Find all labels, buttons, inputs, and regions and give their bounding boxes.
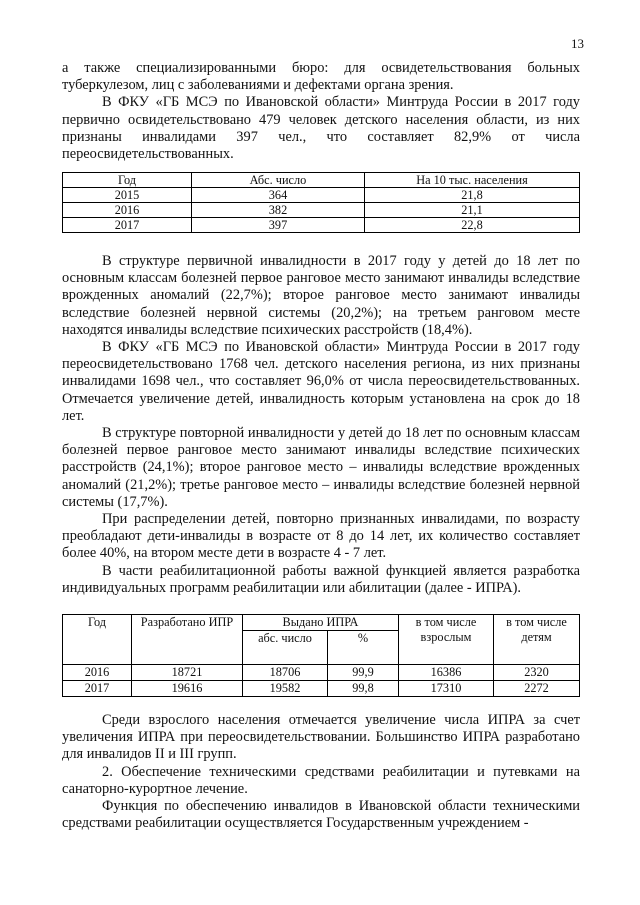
page-number: 13 [571,36,584,51]
paragraph: В части реабилитационной работы важной функцией является разработка индивидуальных программ реабилитации или абилитации (далее - ИПРА). [62,562,580,596]
table-cell: 382 [192,203,365,218]
table-cell: 99,8 [328,681,399,697]
column-header: На 10 тыс. населения [365,173,580,188]
table-cell: 18721 [132,665,243,681]
paragraph: В структуре повторной инвалидности у детей до 18 лет по основным классам болезней первое ранговое место занимают инвалиды вследствие психических расстройств (24,1%); второе ранговое место – инвалиды вследствие врожденных аномалий (21,2%); третье ранговое место – инвалиды вследствие болезней нервной системы (17,7%). [62,425,580,510]
table-cell: 21,8 [365,188,580,203]
table-cell: 2320 [494,665,580,681]
primary-disability-table [62,172,580,233]
paragraph: 2. Обеспечение техническими средствами реабилитации и путевками на санаторно-курортное лечение. [62,763,580,797]
column-header: % [328,631,399,665]
table-cell: 2017 [63,681,132,697]
table-cell: 2017 [63,218,192,233]
table-cell: 19582 [243,681,328,697]
table-cell: 99,9 [328,665,399,681]
column-header: Год [63,173,192,188]
column-header: Разработано ИПР [132,615,243,665]
table-header-row [63,615,580,631]
column-header: Абс. число [192,173,365,188]
table-cell: 2015 [63,188,192,203]
table-row [63,681,580,697]
table-cell: 2016 [63,665,132,681]
table-cell: 19616 [132,681,243,697]
middle-text-block [62,253,580,597]
column-header: в том числе детям [494,615,580,665]
ipra-table [62,614,580,697]
column-header: Год [63,615,132,665]
table-cell: 364 [192,188,365,203]
closing-text-block [62,712,580,832]
paragraph: В ФКУ «ГБ МСЭ по Ивановской области» Минтруда России в 2017 году первично освидетельствовано 479 человек детского населения области, из них признаны инвалидами 397 чел., что составляет 82,9% от числа переосвидетельствованных. [62,94,580,163]
paragraph: При распределении детей, повторно признанных инвалидами, по возрасту преобладают дети-инвалиды в возрасте от 8 до 14 лет, их количество составляет более 40%, на втором месте дети в возрасте 4 - 7 лет. [62,511,580,562]
intro-text-block [62,60,580,163]
table-cell: 397 [192,218,365,233]
paragraph: Среди взрослого населения отмечается увеличение числа ИПРА за счет увеличения ИПРА при переосвидетельствовании. Большинство ИПРА разработано для инвалидов II и III групп. [62,712,580,763]
paragraph: В структуре первичной инвалидности в 2017 году у детей до 18 лет по основным классам болезней первое ранговое место занимают инвалиды вследствие врожденных аномалий (22,7%); второе ранговое место занимают инвалиды вследствие болезней нервной системы (20,2%); на третьем ранговом месте находятся инвалиды вследствие психических расстройств (18,4%). [62,253,580,338]
table-cell: 21,1 [365,203,580,218]
table-cell: 22,8 [365,218,580,233]
table-cell: 2016 [63,203,192,218]
table-row [63,188,580,203]
paragraph: а также специализированными бюро: для освидетельствования больных туберкулезом, лиц с заболеваниями и дефектами органа зрения. [62,60,580,94]
table-cell: 2272 [494,681,580,697]
table-row [63,218,580,233]
column-header: Выдано ИПРА [243,615,399,631]
table-row [63,665,580,681]
column-header: абс. число [243,631,328,665]
table-cell: 17310 [399,681,494,697]
table-row [63,203,580,218]
table-cell: 16386 [399,665,494,681]
table-cell: 18706 [243,665,328,681]
paragraph: В ФКУ «ГБ МСЭ по Ивановской области» Минтруда России в 2017 году переосвидетельствовано 1768 чел. детского населения региона, из них признаны инвалидами 1698 чел., что составляет 96,0% от числа переосвидетельствованных. Отмечается увеличение детей, инвалидность которым установлена на срок до 18 лет. [62,339,580,424]
paragraph: Функция по обеспечению инвалидов в Ивановской области техническими средствами реабилитации осуществляется Государственным учреждением - [62,798,580,832]
table-header-row [63,173,580,188]
column-header: в том числе взрослым [399,615,494,665]
